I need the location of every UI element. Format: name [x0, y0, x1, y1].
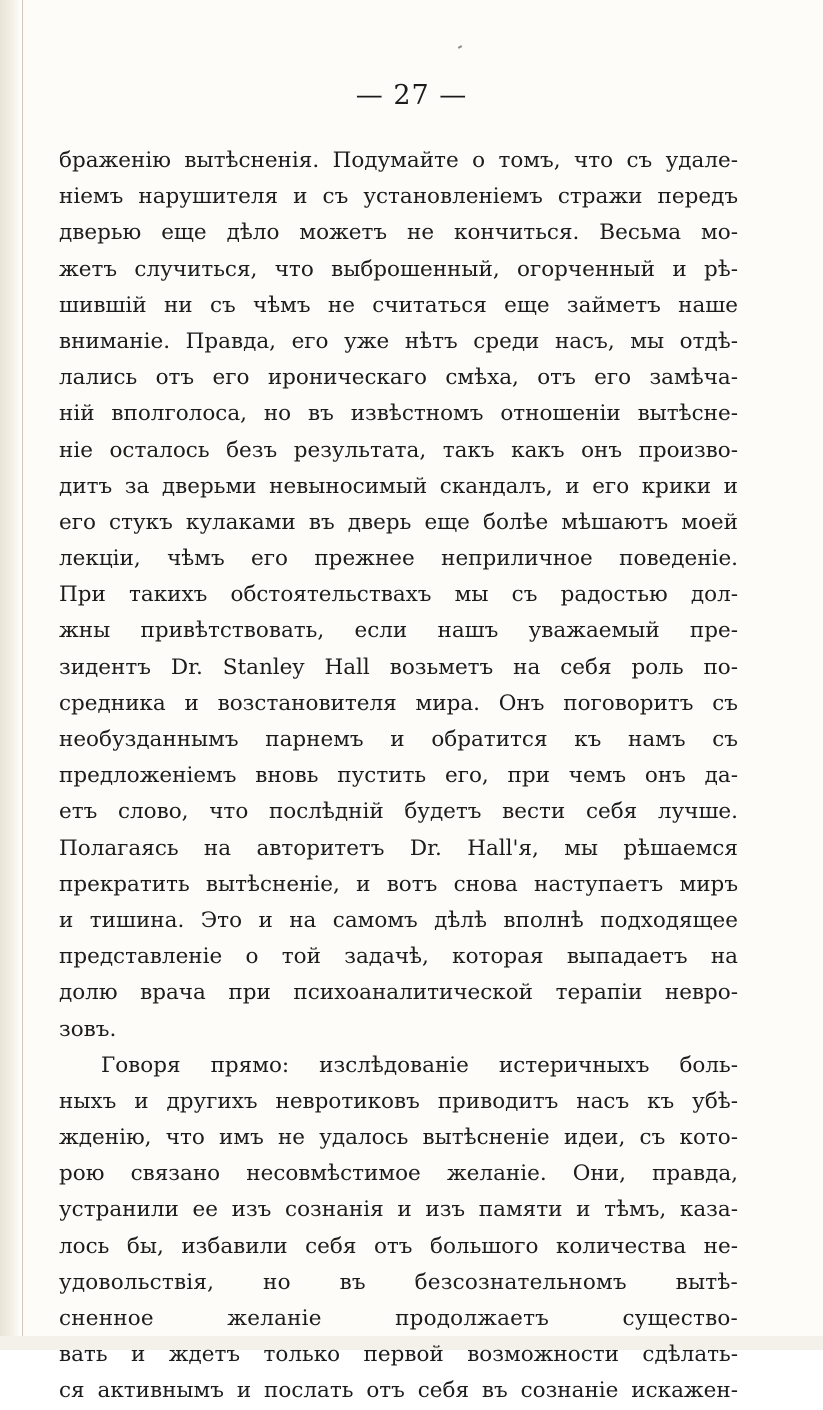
text-line: ся активнымъ и послать отъ себя въ сознаніе искажен- — [59, 1378, 738, 1404]
text-line: зовъ. — [59, 1016, 117, 1042]
page-binding-edge — [0, 0, 22, 1350]
text-line: жденію, что имъ не удалось вытѣсненіе идеи, съ кото- — [59, 1125, 738, 1151]
text-line: При такихъ обстоятельствахъ мы съ радостью дол- — [59, 582, 738, 608]
text-line: дитъ за дверьми невыносимый скандалъ, и его крики и — [59, 473, 738, 499]
text-line: етъ слово, что послѣдній будетъ вести себя лучше. — [59, 799, 738, 825]
text-line: необузданнымъ парнемъ и обратится къ намъ съ — [59, 727, 738, 752]
text-line: дверью еще дѣло можетъ не кончиться. Весьма мо- — [59, 220, 738, 246]
text-line: рою связано несовмѣстимое желаніе. Они, правда, — [59, 1161, 738, 1187]
text-line: ныхъ и другихъ невротиковъ приводитъ насъ къ убѣ- — [59, 1088, 738, 1114]
text-line: лось бы, избавили себя отъ большого количества не- — [59, 1233, 738, 1259]
text-line: его стукъ кулаками въ дверь еще болѣе мѣшаютъ моей — [59, 509, 738, 535]
text-line: ніе осталось безъ результата, такъ какъ онъ произво- — [59, 437, 738, 463]
text-line: устранили ее изъ сознанія и изъ памяти и тѣмъ, каза- — [59, 1197, 738, 1223]
text-line: удовольствія, но въ безсознательномъ вытѣ- — [59, 1269, 738, 1295]
text-line: долю врача при психоаналитической терапіи невро- — [59, 980, 738, 1006]
text-line: сненное желаніе продолжаетъ существо- — [59, 1306, 738, 1331]
text-line: лались отъ его ироническаго смѣха, отъ его замѣча- — [59, 365, 738, 391]
text-line: вать и ждетъ только первой возможности сдѣлать- — [59, 1342, 738, 1368]
text-line: и тишина. Это и на самомъ дѣлѣ вполнѣ подходящее — [59, 907, 738, 933]
page-gutter-line — [22, 0, 23, 1336]
text-line: браженію вытѣсненія. Подумайте о томъ, что съ удале- — [59, 148, 738, 173]
text-line: зидентъ Dr. Stanley Hall возьметъ на себя роль по- — [59, 654, 738, 680]
paragraph-first-line: Говоря прямо: изслѣдованіе истеричныхъ боль- — [101, 1052, 738, 1078]
text-line: представленіе о той задачѣ, которая выпадаетъ на — [59, 944, 738, 970]
text-line: шившій ни съ чѣмъ не считаться еще займетъ наше — [59, 292, 738, 318]
text-line: средника и возстановителя мира. Онъ поговоритъ съ — [59, 690, 738, 716]
text-line: лекціи, чѣмъ его прежнее неприличное поведеніе. — [59, 546, 738, 572]
text-line: прекратить вытѣсненіе, и вотъ снова наступаетъ миръ — [59, 871, 738, 897]
text-line: вниманіе. Правда, его уже нѣтъ среди насъ, мы отдѣ- — [59, 328, 738, 354]
page-number: — 27 — — [355, 80, 468, 111]
text-line: Полагаясь на авторитетъ Dr. Hall'я, мы рѣшаемся — [59, 835, 738, 861]
text-line: жетъ случиться, что выброшенный, огорченный и рѣ- — [59, 256, 738, 282]
text-line: предложеніемъ вновь пустить его, при чемъ онъ да- — [59, 763, 738, 789]
text-line: ніемъ нарушителя и съ установленіемъ стражи передъ — [59, 184, 738, 210]
body-text — [59, 143, 738, 1410]
text-line: ній вполголоса, но въ извѣстномъ отношеніи вытѣсне- — [59, 401, 738, 427]
text-line: жны привѣтствовать, если нашъ уважаемый пре- — [59, 618, 738, 644]
